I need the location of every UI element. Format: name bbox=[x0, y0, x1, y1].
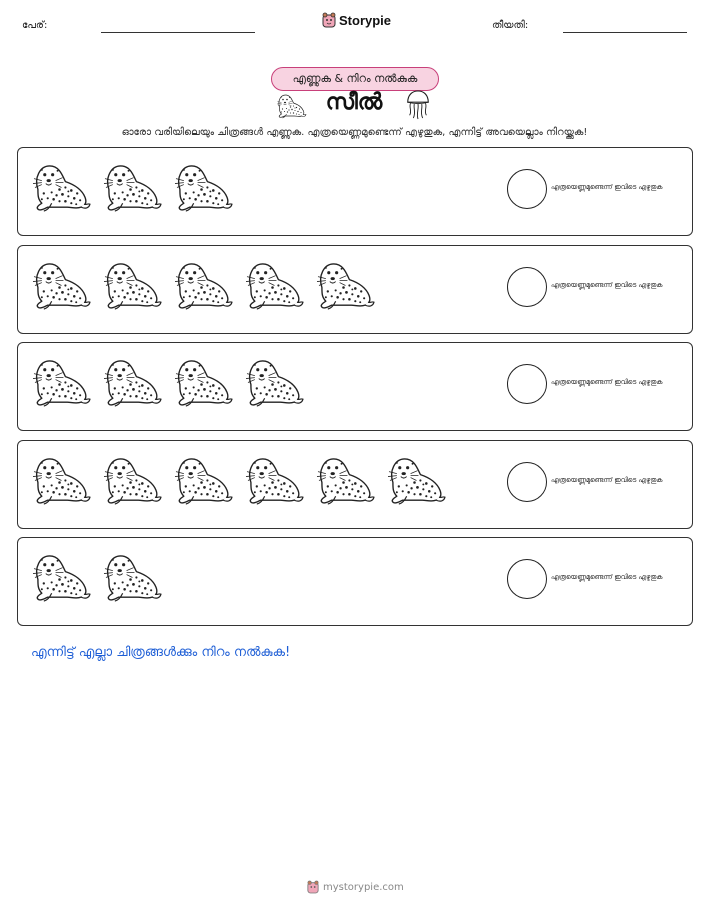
site-footer bbox=[307, 880, 404, 894]
seal-picture[interactable] bbox=[243, 453, 304, 508]
storypie-mascot-icon bbox=[307, 880, 319, 894]
jellyfish-icon bbox=[404, 90, 432, 120]
counting-row bbox=[17, 147, 693, 236]
seal-picture[interactable] bbox=[101, 258, 162, 313]
answer-hint: എത്രയെണ്ണമുണ്ടെന്ന് ഇവിടെ എഴുതുക bbox=[551, 573, 663, 581]
footer-note: എന്നിട്ട് എല്ലാ ചിത്രങ്ങൾക്കും നിറം നൽകുക! bbox=[31, 645, 291, 660]
seal-picture[interactable] bbox=[243, 258, 304, 313]
seal-picture[interactable] bbox=[314, 453, 375, 508]
worksheet-title: സീൽ bbox=[325, 90, 383, 115]
counting-row bbox=[17, 342, 693, 431]
seal-picture[interactable] bbox=[101, 550, 162, 605]
seal-group bbox=[30, 453, 446, 508]
activity-pill-label: എണ്ണുക & നിറം നൽകുക bbox=[292, 72, 418, 85]
seal-picture[interactable] bbox=[30, 355, 91, 410]
answer-circle[interactable] bbox=[507, 169, 547, 209]
seal-picture[interactable] bbox=[172, 160, 233, 215]
seal-picture[interactable] bbox=[314, 258, 375, 313]
seal-picture[interactable] bbox=[30, 550, 91, 605]
seal-picture[interactable] bbox=[30, 453, 91, 508]
answer-circle[interactable] bbox=[507, 364, 547, 404]
seal-group bbox=[30, 355, 304, 410]
seal-picture[interactable] bbox=[172, 355, 233, 410]
answer-hint: എത്രയെണ്ണമുണ്ടെന്ന് ഇവിടെ എഴുതുക bbox=[551, 475, 663, 484]
answer-hint: എത്രയെണ്ണമുണ്ടെന്ന് ഇവിടെ എഴുതുക bbox=[551, 280, 663, 289]
brand-logo bbox=[322, 12, 391, 28]
seal-picture[interactable] bbox=[30, 160, 91, 215]
answer-circle[interactable] bbox=[507, 267, 547, 307]
brand-name: Storypie bbox=[339, 12, 392, 28]
storypie-mascot-icon bbox=[322, 12, 336, 28]
answer-circle[interactable] bbox=[507, 559, 547, 599]
counting-row bbox=[17, 440, 693, 529]
counting-row bbox=[17, 537, 693, 626]
site-url: mystorypie.com bbox=[323, 881, 404, 893]
seal-group bbox=[30, 550, 162, 605]
seal-icon bbox=[275, 92, 307, 120]
seal-picture[interactable] bbox=[172, 258, 233, 313]
seal-picture[interactable] bbox=[172, 453, 233, 508]
counting-row bbox=[17, 245, 693, 334]
instruction-text: ഓരോ വരിയിലെയും ചിത്രങ്ങൾ എണ്ണുക. എത്രയെണ്ണമുണ്ടെന്ന് എഴുതുക, എന്നിട്ട് അവയെല്ലാം നിറയ്ക്കുക! bbox=[121, 127, 588, 138]
answer-hint: എത്രയെണ്ണമുണ്ടെന്ന് ഇവിടെ എഴുതുക bbox=[551, 183, 663, 191]
seal-picture[interactable] bbox=[101, 160, 162, 215]
seal-picture[interactable] bbox=[385, 453, 446, 508]
activity-pill bbox=[271, 67, 439, 91]
seal-picture[interactable] bbox=[101, 355, 162, 410]
date-line bbox=[563, 32, 687, 33]
date-label: തീയതി: bbox=[492, 20, 529, 31]
seal-group bbox=[30, 258, 375, 313]
seal-picture[interactable] bbox=[101, 453, 162, 508]
counting-rows bbox=[17, 147, 693, 635]
seal-picture[interactable] bbox=[30, 258, 91, 313]
title-row bbox=[273, 90, 435, 122]
name-label: പേര്: bbox=[22, 20, 48, 31]
answer-hint: എത്രയെണ്ണമുണ്ടെന്ന് ഇവിടെ എഴുതുക bbox=[551, 378, 663, 386]
name-line bbox=[101, 32, 255, 33]
seal-picture[interactable] bbox=[243, 355, 304, 410]
answer-circle[interactable] bbox=[507, 462, 547, 502]
seal-group bbox=[30, 160, 233, 215]
worksheet-header bbox=[0, 0, 709, 50]
